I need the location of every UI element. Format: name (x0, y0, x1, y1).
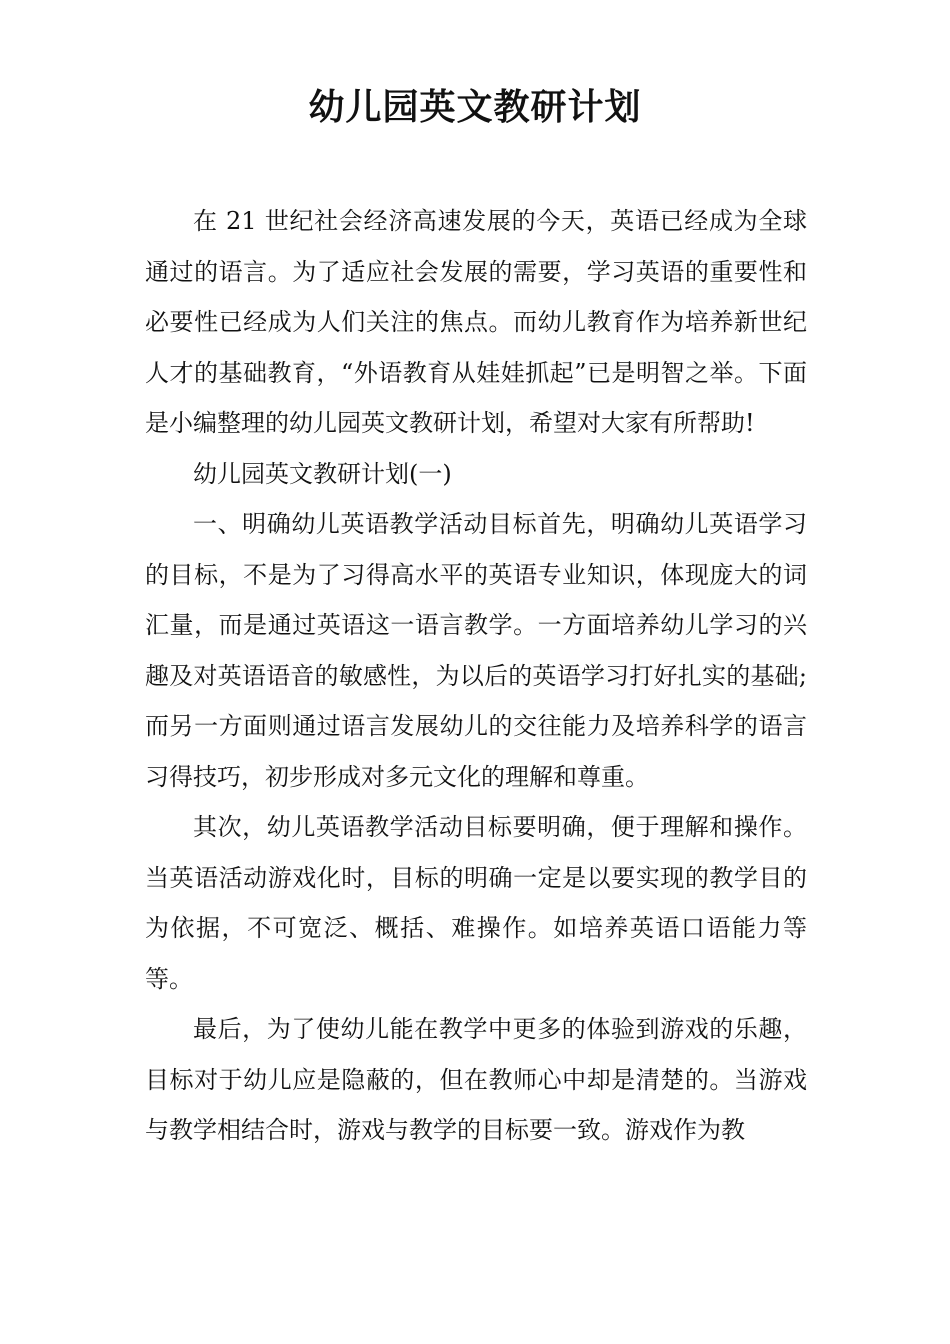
section-heading: 幼儿园英文教研计划(一) (193, 459, 452, 488)
paragraph-finally: 最后，为了使幼儿能在教学中更多的体验到游戏的乐趣，目标对于幼儿应是隐蔽的，但在教师心中却是清楚的。当游戏与教学相结合时，游戏与教学的目标要一致。游戏作为教 (145, 1015, 807, 1144)
paragraph-goals: 一、明确幼儿英语教学活动目标首先，明确幼儿英语学习的目标，不是为了习得高水平的英语专业知识，体现庞大的词汇量，而是通过英语这一语言教学。一方面培养幼儿学习的兴趣及对英语语音的敏感性，为以后的英语学习打好扎实的基础;而另一方面则通过语言发展幼儿的交往能力及培养科学的语言习得技巧，初步形成对多元文化的理解和尊重。 (145, 510, 807, 791)
paragraph-secondly: 其次，幼儿英语教学活动目标要明确，便于理解和操作。当英语活动游戏化时，目标的明确一定是以要实现的教学目的为依据，不可宽泛、概括、难操作。如培养英语口语能力等等。 (145, 813, 807, 993)
document-title: 幼儿园英文教研计划 (308, 86, 642, 128)
document-body (145, 196, 807, 1156)
paragraph-intro: 在 21 世纪社会经济高速发展的今天，英语已经成为全球通过的语言。为了适应社会发展的需要，学习英语的重要性和必要性已经成为人们关注的焦点。而幼儿教育作为培养新世纪人才的基础教育，“外语教育从娃娃抓起”已是明智之举。下面是小编整理的幼儿园英文教研计划，希望对大家有所帮助! (145, 207, 807, 437)
